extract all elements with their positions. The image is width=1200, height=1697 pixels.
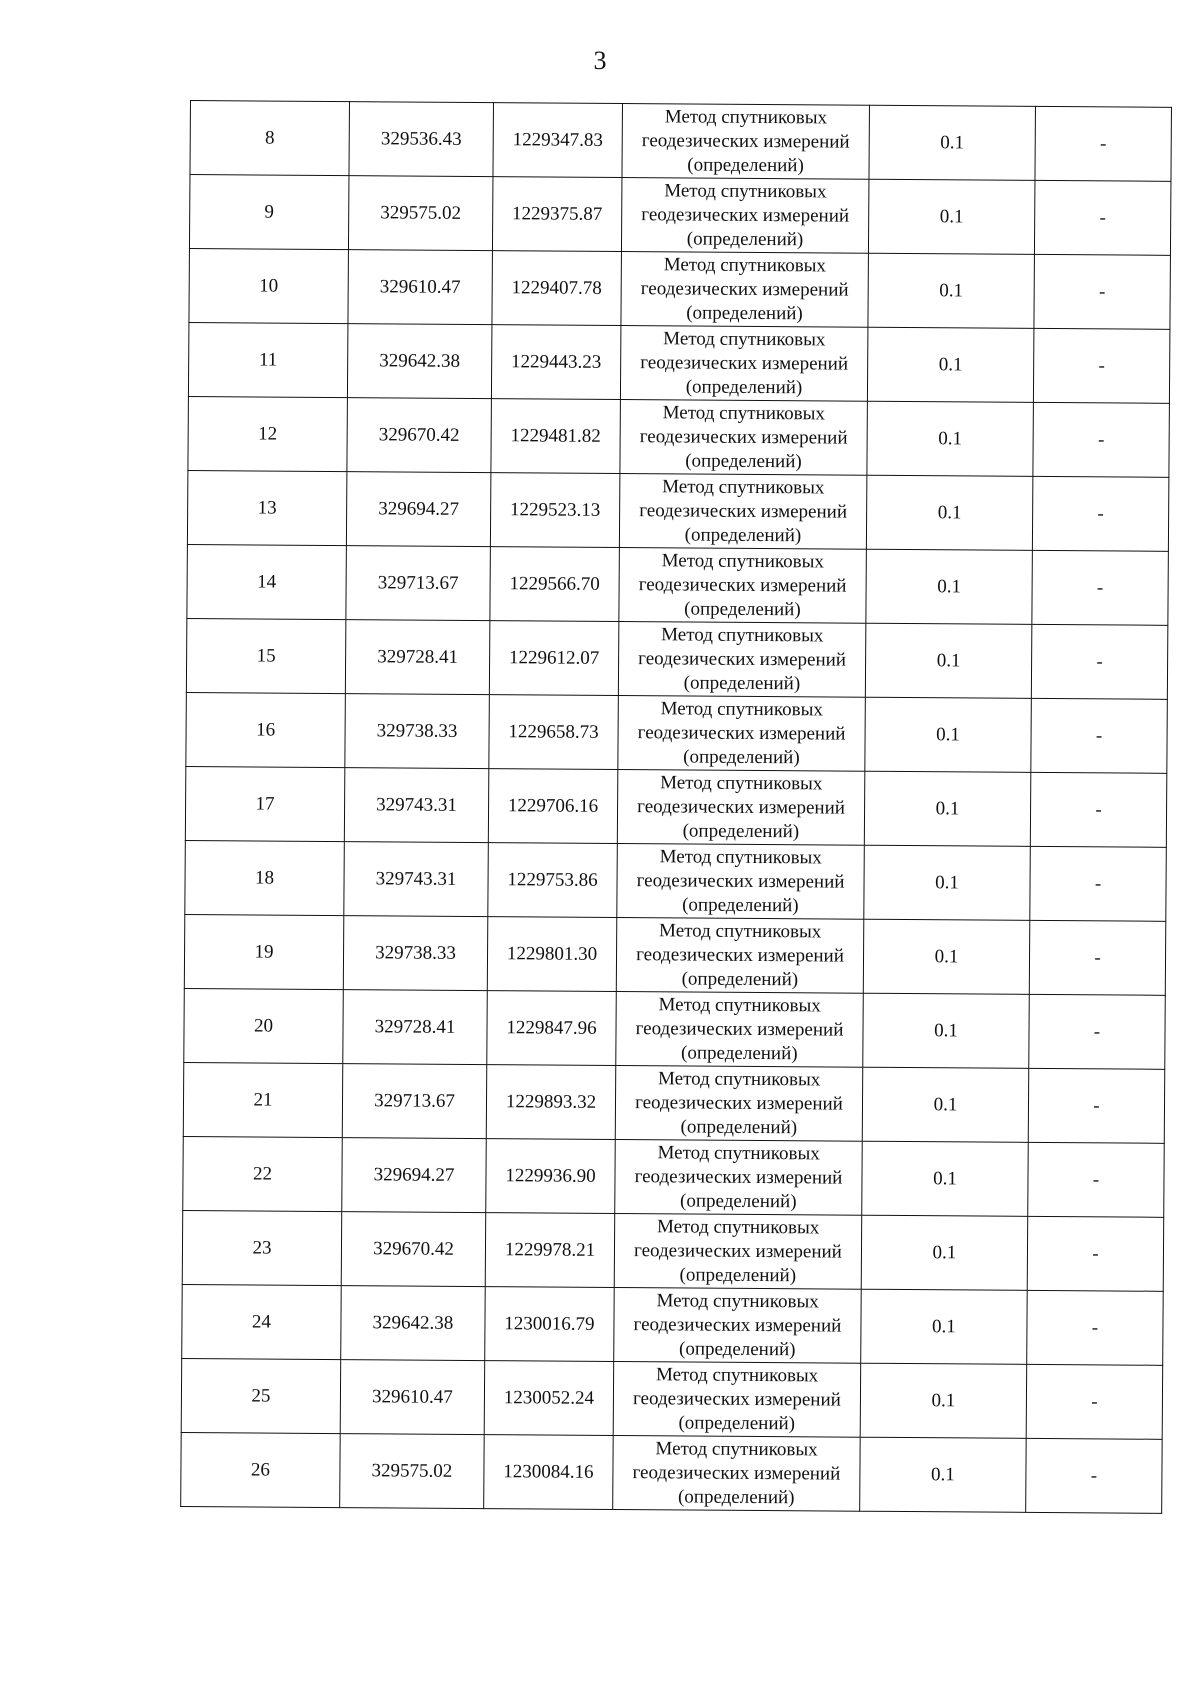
table-row [183,1136,1164,1217]
y-coordinate-cell: 1229407.78 [492,251,622,326]
point-number-cell: 20 [184,988,344,1063]
precision-cell: 0.1 [862,1141,1029,1216]
precision-cell: 0.1 [864,771,1031,846]
point-number-cell: 22 [183,1136,343,1211]
method-cell [621,178,869,254]
method-line: Метод спутниковых [658,993,821,1016]
extra-cell: - [1034,180,1171,255]
method-line: геодезических измерений [638,647,847,671]
table-row [187,544,1168,625]
precision-cell: 0.1 [860,1363,1027,1438]
y-coordinate-cell: 1229658.73 [489,695,619,770]
extra-cell: - [1028,1142,1165,1217]
x-coordinate-cell: 329575.02 [340,1434,485,1509]
precision-cell: 0.1 [867,401,1034,476]
table-row [185,766,1166,847]
method-line: геодезических измерений [640,277,849,301]
method-cell [618,622,866,698]
method-line: геодезических измерений [640,351,849,375]
method-line: геодезических измерений [636,943,845,967]
method-line: Метод спутниковых [657,1141,820,1164]
table-row [181,1432,1162,1513]
method-line: геодезических измерений [634,1239,842,1263]
method-cell [622,104,870,180]
extra-cell: - [1035,106,1172,181]
coordinates-table-body [181,101,1172,1514]
method-cell [613,1435,861,1511]
method-cell [615,1065,863,1141]
method-cell [618,696,866,772]
point-number-cell: 15 [186,618,346,693]
x-coordinate-cell: 329575.02 [348,176,493,251]
table-row [182,1284,1163,1365]
y-coordinate-cell: 1229347.83 [493,103,623,178]
x-coordinate-cell: 329642.38 [347,324,492,399]
method-line: геодезических измерений [638,573,847,597]
point-number-cell: 8 [190,101,350,176]
point-number-cell: 11 [188,322,348,397]
y-coordinate-cell: 1229847.96 [487,991,617,1066]
table-row [186,692,1167,773]
y-coordinate-cell: 1229566.70 [490,547,620,622]
method-line: Метод спутниковых [655,1437,818,1460]
precision-cell: 0.1 [869,105,1036,180]
method-line: (определений) [677,1485,795,1508]
table-row [185,840,1166,921]
method-line: (определений) [682,893,799,916]
method-line: геодезических измерений [635,1091,843,1115]
method-line: (определений) [678,1411,796,1434]
point-number-cell: 17 [185,766,345,841]
method-line: геодезических измерений [639,499,848,523]
method-cell [616,917,864,993]
table-row [184,988,1165,1069]
x-coordinate-cell: 329738.33 [343,916,488,991]
method-cell [613,1361,861,1437]
method-line: Метод спутниковых [657,1067,821,1090]
method-line: Метод спутниковых [664,179,827,202]
x-coordinate-cell: 329536.43 [349,102,494,177]
table-row [184,914,1165,995]
method-line: (определений) [681,1041,798,1064]
table-row [186,618,1167,699]
precision-cell: 0.1 [860,1437,1027,1512]
method-line: (определений) [683,745,800,768]
method-line: геодезических измерений [641,129,850,153]
y-coordinate-cell: 1229523.13 [490,473,620,548]
x-coordinate-cell: 329642.38 [341,1286,486,1361]
point-number-cell: 21 [183,1062,343,1137]
extra-cell: - [1033,328,1170,403]
point-number-cell: 13 [187,470,347,545]
x-coordinate-cell: 329713.67 [346,546,491,621]
x-coordinate-cell: 329694.27 [346,472,491,547]
method-line: (определений) [678,1337,796,1360]
y-coordinate-cell: 1229375.87 [492,177,622,252]
method-line: (определений) [686,227,804,250]
precision-cell: 0.1 [867,327,1034,402]
method-line: (определений) [685,375,803,398]
table-row [189,248,1170,329]
method-line: Метод спутниковых [660,771,823,794]
point-number-cell: 19 [184,914,344,989]
point-number-cell: 10 [189,248,349,323]
y-coordinate-cell: 1229612.07 [489,621,619,696]
method-line: Метод спутниковых [661,549,824,572]
extra-cell: - [1032,476,1169,551]
method-line: геодезических измерений [632,1387,841,1411]
table-row [190,101,1171,182]
point-number-cell: 23 [182,1210,342,1285]
method-line: геодезических измерений [637,721,846,745]
extra-cell: - [1031,624,1168,699]
point-number-cell: 12 [188,396,348,471]
precision-cell: 0.1 [864,845,1031,920]
method-cell [614,1213,862,1289]
extra-cell: - [1031,698,1168,773]
x-coordinate-cell: 329738.33 [345,694,490,769]
method-cell [620,326,868,402]
table-row [187,470,1168,551]
y-coordinate-cell: 1230052.24 [484,1361,614,1436]
y-coordinate-cell: 1229801.30 [487,917,617,992]
method-line: Метод спутниковых [662,401,826,424]
table-row [188,396,1169,477]
method-line: (определений) [687,153,804,176]
precision-cell: 0.1 [865,623,1032,698]
y-coordinate-cell: 1229706.16 [488,769,618,844]
table-row [181,1358,1162,1439]
y-coordinate-cell: 1229936.90 [486,1139,616,1214]
extra-cell: - [1033,402,1170,477]
precision-cell: 0.1 [866,475,1033,550]
point-number-cell: 16 [186,692,346,767]
extra-cell: - [1027,1216,1164,1291]
method-line: (определений) [680,1115,798,1138]
method-cell [620,400,868,476]
method-line: геодезических измерений [636,869,845,893]
extra-cell: - [1030,772,1167,847]
x-coordinate-cell: 329743.31 [344,768,489,843]
page-number: 3 [593,46,607,75]
method-line: (определений) [684,597,801,620]
y-coordinate-cell: 1229443.23 [491,325,621,400]
method-line: Метод спутниковых [660,697,823,720]
method-cell [617,844,865,920]
precision-cell: 0.1 [863,919,1030,994]
y-coordinate-cell: 1229753.86 [488,843,618,918]
method-line: (определений) [679,1189,797,1212]
method-line: Метод спутниковых [662,475,825,498]
method-line: геодезических измерений [641,203,850,227]
precision-cell: 0.1 [863,993,1030,1068]
table-row [183,1062,1164,1143]
method-line: Метод спутниковых [663,327,826,350]
method-line: геодезических измерений [632,1461,841,1485]
method-cell [619,474,867,550]
method-line: (определений) [681,967,799,990]
method-line: Метод спутниковых [659,919,822,942]
extra-cell: - [1026,1438,1163,1513]
y-coordinate-cell: 1229893.32 [486,1065,616,1140]
method-line: геодезических измерений [637,795,846,819]
point-number-cell: 14 [187,544,347,619]
extra-cell: - [1026,1364,1163,1439]
method-line: (определений) [682,819,800,842]
table-row [182,1210,1163,1291]
method-cell [615,1139,863,1215]
method-line: (определений) [683,671,801,694]
method-line: геодезических измерений [634,1165,843,1189]
method-cell [619,548,867,624]
method-line: Метод спутниковых [656,1215,820,1238]
method-line: геодезических измерений [633,1313,842,1337]
x-coordinate-cell: 329728.41 [345,620,490,695]
x-coordinate-cell: 329670.42 [347,398,492,473]
point-number-cell: 25 [181,1358,341,1433]
table-row [189,175,1170,256]
point-number-cell: 18 [185,840,345,915]
coordinates-table [180,100,1172,1514]
extra-cell: - [1032,550,1169,625]
x-coordinate-cell: 329610.47 [348,250,493,325]
x-coordinate-cell: 329743.31 [344,842,489,917]
method-cell [616,991,864,1067]
precision-cell: 0.1 [861,1289,1028,1364]
precision-cell: 0.1 [868,253,1035,328]
method-line: Метод спутниковых [661,623,824,646]
x-coordinate-cell: 329694.27 [342,1138,487,1213]
method-line: Метод спутниковых [655,1363,819,1386]
precision-cell: 0.1 [865,697,1032,772]
point-number-cell: 9 [189,175,349,250]
y-coordinate-cell: 1230016.79 [485,1287,615,1362]
x-coordinate-cell: 329728.41 [343,990,488,1065]
point-number-cell: 26 [181,1432,341,1507]
extra-cell: - [1030,846,1167,921]
method-line: (определений) [679,1263,797,1286]
precision-cell: 0.1 [868,179,1035,254]
precision-cell: 0.1 [866,549,1033,624]
method-line: (определений) [686,301,803,324]
method-line: (определений) [684,523,802,546]
method-line: геодезических измерений [639,425,848,449]
method-cell [621,252,869,328]
method-line: Метод спутниковых [663,253,827,276]
y-coordinate-cell: 1230084.16 [484,1435,614,1510]
x-coordinate-cell: 329610.47 [340,1360,485,1435]
extra-cell: - [1029,994,1166,1069]
precision-cell: 0.1 [862,1067,1029,1142]
extra-cell: - [1034,254,1171,329]
extra-cell: - [1029,920,1166,995]
method-cell [617,770,865,846]
extra-cell: - [1028,1068,1165,1143]
method-line: Метод спутниковых [659,845,822,868]
method-line: Метод спутниковых [664,105,828,128]
precision-cell: 0.1 [861,1215,1028,1290]
method-line: (определений) [685,449,802,472]
method-line: Метод спутниковых [656,1289,819,1312]
extra-cell: - [1027,1290,1164,1365]
method-line: геодезических измерений [635,1017,844,1041]
x-coordinate-cell: 329713.67 [342,1064,487,1139]
table-row [188,322,1169,403]
y-coordinate-cell: 1229481.82 [491,399,621,474]
method-cell [614,1287,862,1363]
point-number-cell: 24 [182,1284,342,1359]
y-coordinate-cell: 1229978.21 [485,1213,615,1288]
x-coordinate-cell: 329670.42 [341,1212,486,1287]
